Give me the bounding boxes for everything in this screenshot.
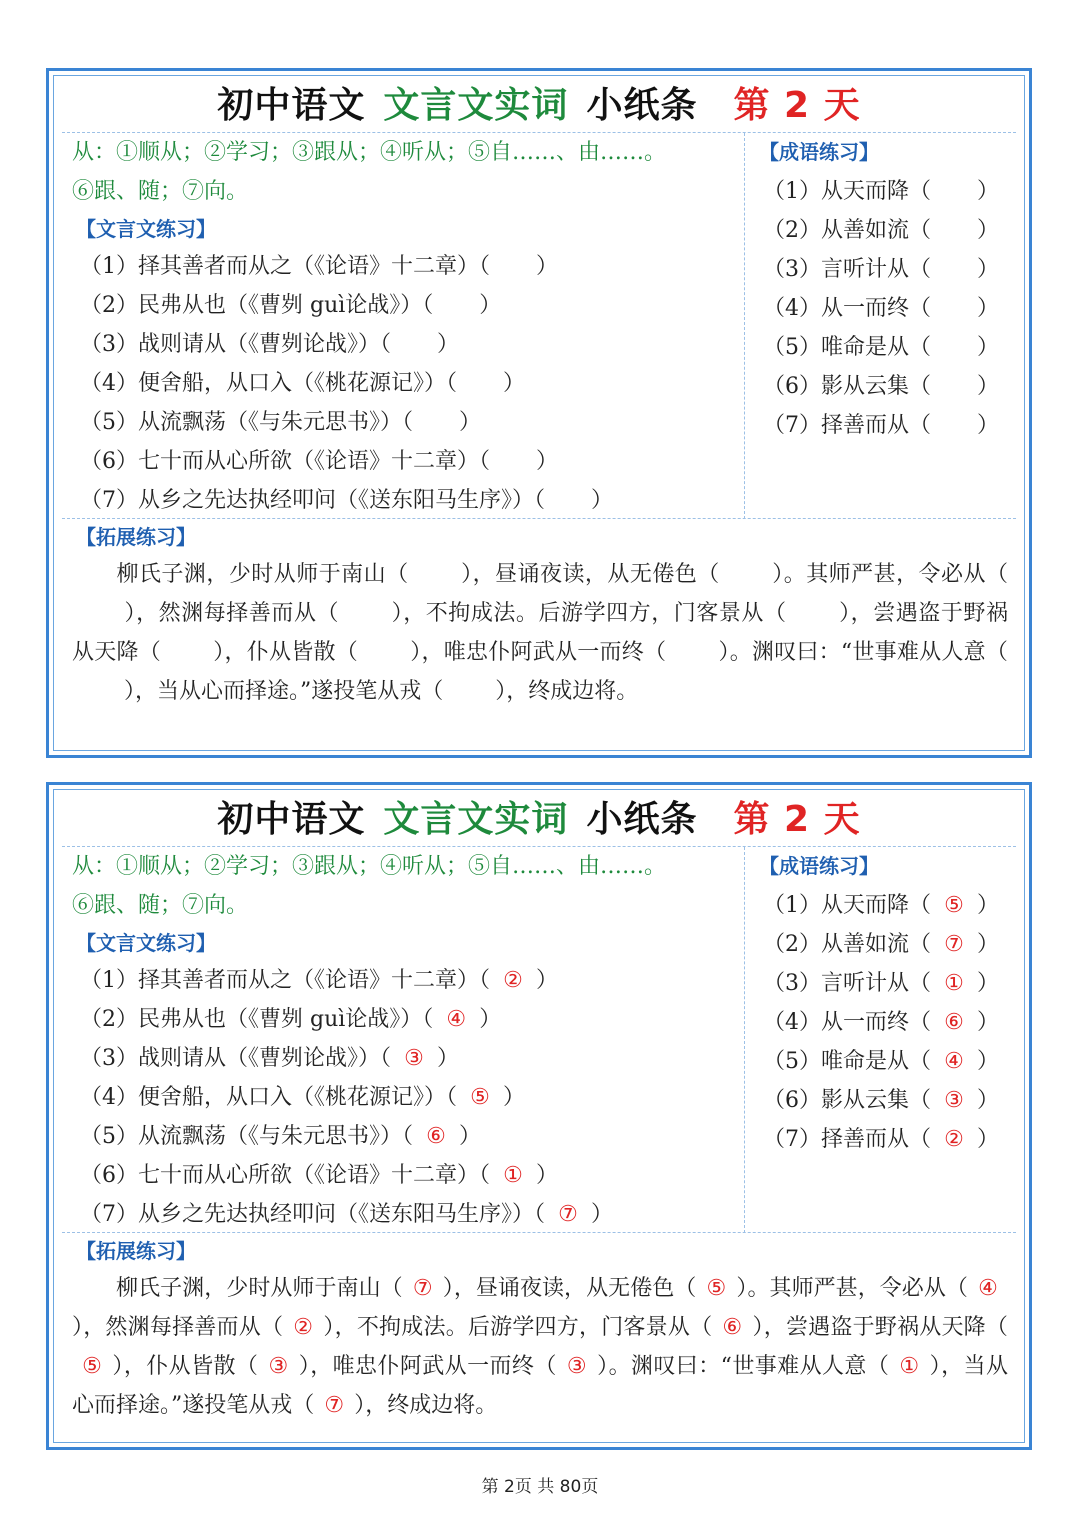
- paren-close: ）: [718, 640, 730, 665]
- paren-close: ）: [977, 257, 1000, 282]
- chengyu-item-text: （5）唯命是从: [763, 1049, 909, 1074]
- answer-mark: ③: [268, 1354, 289, 1379]
- chengyu-item-text: （2）从善如流: [763, 218, 909, 243]
- definition-line-1: 从：①顺从；②学习；③跟从；④听从；⑤自……、由……。: [72, 140, 667, 165]
- paren-open: （: [909, 296, 932, 321]
- answer-mark: ④: [978, 1276, 998, 1301]
- paren-close: ）: [354, 1393, 366, 1418]
- paren-open: （: [909, 932, 932, 957]
- paren-close: ）: [536, 254, 559, 279]
- right-column: [745, 847, 1016, 1233]
- tuozhan-text: ，昼诵夜读，从无倦色: [453, 1276, 675, 1301]
- title-day: 第 2 天: [733, 84, 861, 126]
- wenyan-item-text: （1）择其善者而从之（《论语》十二章）: [80, 968, 479, 993]
- paren-close: ）: [536, 968, 559, 993]
- chengyu-item: [745, 925, 1016, 964]
- paren-open: （: [985, 1315, 1008, 1340]
- tuozhan-text: 柳氏子渊，少时从师于南山: [116, 562, 387, 587]
- left-column: [62, 133, 745, 519]
- chengyu-item-text: （7）择善而从: [763, 413, 909, 438]
- chengyu-item: [745, 289, 1016, 328]
- paren-close: ）: [124, 601, 137, 626]
- paren-open: （: [479, 968, 491, 993]
- wenyan-item-text: （4）便舍船，从口入（《桃花源记》）: [80, 371, 446, 396]
- chengyu-item-text: （6）影从云集: [763, 1088, 909, 1113]
- paren-open: （: [421, 679, 444, 704]
- chengyu-item: [745, 964, 1016, 1003]
- wenyan-item-text: （1）择其善者而从之（《论语》十二章）: [80, 254, 479, 279]
- tuozhan-heading: 【拓展练习】: [76, 1239, 196, 1263]
- paren-close: ）: [977, 296, 1000, 321]
- tuozhan-text: ，唯忠仆阿武从一而终: [310, 1354, 535, 1379]
- paren-close: ）: [752, 1315, 764, 1340]
- paren-close: ）: [977, 218, 1000, 243]
- wenyan-item: [62, 247, 744, 286]
- wenyan-heading: 【文言文练习】: [76, 217, 216, 241]
- wenyan-item: [62, 1195, 744, 1234]
- paren-close: ）: [977, 335, 1000, 360]
- answer-mark: ⑥: [722, 1315, 743, 1340]
- chengyu-heading: 【成语练习】: [759, 140, 879, 164]
- paren-close: ）: [591, 488, 614, 513]
- wenyan-item: [62, 286, 744, 325]
- wenyan-item-text: （4）便舍船，从口入（《桃花源记》）: [80, 1085, 446, 1110]
- chengyu-item-text: （4）从一而终: [763, 296, 909, 321]
- tuozhan-text: 。渊叹曰：“世事难从人意: [729, 640, 986, 665]
- paren-close: ）: [977, 413, 1000, 438]
- wenyan-item-text: （5）从流飘荡（《与朱元思书》）: [80, 1124, 402, 1149]
- bottom-section: [62, 1232, 1016, 1425]
- paren-open: （: [643, 640, 667, 665]
- answer-mark: ⑤: [706, 1276, 727, 1301]
- paren-open: （: [260, 1315, 284, 1340]
- card-title: [54, 76, 1024, 128]
- paren-open: （: [138, 640, 161, 665]
- paren-open: （: [909, 893, 932, 918]
- answer-mark: ④: [446, 1007, 467, 1032]
- paren-open: （: [909, 335, 932, 360]
- paren-close: ）: [503, 371, 526, 396]
- wenyan-item: [62, 481, 744, 520]
- paren-open: （: [909, 179, 932, 204]
- paren-open: （: [479, 254, 491, 279]
- answer-mark: ⑦: [324, 1393, 345, 1418]
- wenyan-item: [62, 364, 744, 403]
- paren-open: （: [422, 293, 434, 318]
- top-section: [62, 132, 1016, 519]
- chengyu-item: [745, 406, 1016, 445]
- answer-mark: ⑥: [426, 1124, 446, 1149]
- tuozhan-text: ，尝遇盗于野祸从天降: [72, 601, 1008, 665]
- title-subject: 初中语文: [217, 798, 366, 840]
- chengyu-item-text: （7）择善而从: [763, 1127, 909, 1152]
- tuozhan-text: ，当从心而择途。”遂投笔从戎: [72, 1354, 1008, 1418]
- paren-open: （: [479, 449, 491, 474]
- tuozhan-paragraph: [62, 1269, 1016, 1425]
- paren-open: （: [446, 1085, 458, 1110]
- tuozhan-text: ，昼诵夜读，从无倦色: [472, 562, 698, 587]
- answer-mark: ④: [944, 1049, 964, 1074]
- chengyu-item: [745, 1003, 1016, 1042]
- answer-mark: ⑦: [558, 1202, 578, 1227]
- paren-open: （: [534, 1354, 557, 1379]
- answer-mark: ②: [944, 1127, 964, 1152]
- paren-open: （: [985, 562, 1008, 587]
- wenyan-heading: 【文言文练习】: [76, 931, 216, 955]
- paren-open: （: [909, 1010, 932, 1035]
- paren-close: ）: [977, 1010, 1000, 1035]
- paren-open: （: [380, 1276, 403, 1301]
- paren-close: ）: [459, 1124, 482, 1149]
- right-column: [745, 133, 1016, 519]
- left-column: [62, 847, 745, 1233]
- chengyu-list: [745, 172, 1016, 445]
- chengyu-item: [745, 211, 1016, 250]
- paren-close: ）: [838, 601, 851, 626]
- chengyu-item: [745, 1081, 1016, 1120]
- tuozhan-end: ，终成边将。: [365, 1393, 498, 1418]
- bottom-section: [62, 518, 1016, 711]
- chengyu-item: [745, 172, 1016, 211]
- title-topic: 文言文实词: [383, 798, 569, 840]
- paren-open: （: [866, 1354, 890, 1379]
- wenyan-item-text: （7）从乡之先达执经叩问（《送东阳马生序》）: [80, 488, 534, 513]
- wenyan-item: [62, 403, 744, 442]
- paren-close: ）: [298, 1354, 311, 1379]
- chengyu-item: [745, 250, 1016, 289]
- tuozhan-text: ，仆从皆散: [224, 640, 336, 665]
- paren-open: （: [909, 1127, 932, 1152]
- answer-mark: ⑤: [944, 893, 964, 918]
- paren-close: ）: [460, 562, 473, 587]
- wenyan-item-text: （2）民弗从也（《曹刿 guì论战》）: [80, 1007, 423, 1032]
- title-note: 小纸条: [586, 84, 698, 126]
- paren-open: （: [909, 218, 932, 243]
- wenyan-item-text: （6）七十而从心所欲（《论语》十二章）: [80, 1163, 479, 1188]
- paren-close: ）: [479, 293, 502, 318]
- paren-open: （: [386, 562, 409, 587]
- chengyu-item-text: （4）从一而终: [763, 1010, 909, 1035]
- paren-close: ）: [536, 1163, 559, 1188]
- page-footer: 第 2页 共 80页: [481, 1477, 599, 1497]
- title-subject: 初中语文: [217, 84, 366, 126]
- tuozhan-text: ，当从心而择途。”遂投笔从戎: [135, 679, 422, 704]
- paren-close: ）: [437, 1046, 460, 1071]
- title-topic: 文言文实词: [383, 84, 569, 126]
- title-note: 小纸条: [586, 798, 698, 840]
- paren-close: ）: [495, 679, 507, 704]
- answer-mark: ②: [293, 1315, 314, 1340]
- chengyu-item: [745, 1042, 1016, 1081]
- wenyan-item: [62, 1156, 744, 1195]
- wenyan-item-text: （6）七十而从心所欲（《论语》十二章）: [80, 449, 479, 474]
- definition-line-2: ⑥跟、随；⑦向。: [72, 893, 249, 918]
- chengyu-item-text: （3）言听计从: [763, 971, 909, 996]
- paren-close: ）: [442, 1276, 454, 1301]
- tuozhan-end: ，终成边将。: [506, 679, 639, 704]
- wenyan-item-text: （2）民弗从也（《曹刿 guì论战》）: [80, 293, 423, 318]
- tuozhan-text: ，仆从皆散: [123, 1354, 236, 1379]
- tuozhan-text: ，不拘成法。后游学四方，门客景从: [334, 1315, 691, 1340]
- answer-mark: ①: [944, 971, 964, 996]
- paren-open: （: [909, 374, 932, 399]
- answer-mark: ①: [503, 1163, 523, 1188]
- wenyan-item: [62, 1000, 744, 1039]
- tuozhan-text: ，然渊每择善而从: [83, 1315, 261, 1340]
- paren-close: ）: [977, 179, 1000, 204]
- tuozhan-text: 。渊叹曰：“世事难从人意: [608, 1354, 867, 1379]
- paren-close: ）: [72, 1315, 84, 1340]
- wenyan-item: [62, 1117, 744, 1156]
- paren-close: ）: [437, 332, 460, 357]
- paren-open: （: [292, 1393, 315, 1418]
- card-title: [54, 790, 1024, 842]
- wenyan-item-text: （3）战则请从（《曹刿论战》）: [80, 332, 380, 357]
- chengyu-item: [745, 886, 1016, 925]
- wenyan-item: [62, 442, 744, 481]
- chengyu-item-text: （1）从天而降: [763, 179, 909, 204]
- wenyan-item-text: （3）战则请从（《曹刿论战》）: [80, 1046, 380, 1071]
- paren-close: ）: [977, 1088, 1000, 1113]
- answer-mark: ③: [404, 1046, 424, 1071]
- paren-open: （: [674, 1276, 697, 1301]
- paren-open: （: [763, 601, 787, 626]
- paren-open: （: [316, 601, 340, 626]
- chengyu-item-text: （2）从善如流: [763, 932, 909, 957]
- paren-close: ）: [977, 1127, 1000, 1152]
- paren-close: ）: [977, 932, 1000, 957]
- tuozhan-text: 柳氏子渊，少时从师于南山: [116, 1276, 381, 1301]
- answer-mark: ③: [566, 1354, 587, 1379]
- paren-open: （: [422, 1007, 434, 1032]
- tuozhan-text: 。其师严甚，令必从: [747, 1276, 946, 1301]
- paren-close: ）: [771, 562, 784, 587]
- wenyan-item-text: （5）从流飘荡（《与朱元思书》）: [80, 410, 402, 435]
- paren-close: ）: [536, 449, 559, 474]
- paren-close: ）: [503, 1085, 526, 1110]
- paren-open: （: [534, 1202, 546, 1227]
- wenyan-list: [62, 247, 744, 520]
- paren-open: （: [479, 1163, 491, 1188]
- chengyu-item-text: （6）影从云集: [763, 374, 909, 399]
- exercise-card: [46, 68, 1032, 758]
- title-day: 第 2 天: [733, 798, 861, 840]
- chengyu-item: [745, 367, 1016, 406]
- tuozhan-text: ，不拘成法。后游学四方，门客景从: [403, 601, 764, 626]
- answer-mark: ⑤: [82, 1354, 102, 1379]
- tuozhan-paragraph: [62, 555, 1016, 711]
- paren-close: ）: [391, 601, 404, 626]
- paren-close: ）: [124, 679, 136, 704]
- paren-open: （: [909, 413, 932, 438]
- paren-close: ）: [112, 1354, 124, 1379]
- wenyan-item: [62, 325, 744, 364]
- answer-card: [46, 782, 1032, 1450]
- answer-mark: ⑤: [470, 1085, 490, 1110]
- wenyan-list: [62, 961, 744, 1234]
- paren-open: （: [380, 1046, 392, 1071]
- definition-line-2: ⑥跟、随；⑦向。: [72, 179, 249, 204]
- wenyan-item: [62, 1039, 744, 1078]
- chengyu-list: [745, 886, 1016, 1159]
- paren-open: （: [534, 488, 546, 513]
- wenyan-item-text: （7）从乡之先达执经叩问（《送东阳马生序》）: [80, 1202, 534, 1227]
- paren-open: （: [909, 971, 932, 996]
- paren-open: （: [985, 640, 1008, 665]
- definition-line-1: 从：①顺从；②学习；③跟从；④听从；⑤自……、由……。: [72, 854, 667, 879]
- chengyu-item-text: （3）言听计从: [763, 257, 909, 282]
- chengyu-heading: 【成语练习】: [759, 854, 879, 878]
- chengyu-item: [745, 328, 1016, 367]
- paren-close: ）: [459, 410, 482, 435]
- answer-mark: ③: [944, 1088, 964, 1113]
- wenyan-item: [62, 1078, 744, 1117]
- chengyu-item-text: （5）唯命是从: [763, 335, 909, 360]
- tuozhan-text: 。其师严甚，令必从: [783, 562, 986, 587]
- paren-open: （: [909, 1049, 932, 1074]
- answer-mark: ⑥: [944, 1010, 964, 1035]
- paren-close: ）: [929, 1354, 942, 1379]
- chengyu-item-text: （1）从天而降: [763, 893, 909, 918]
- paren-close: ）: [977, 374, 1000, 399]
- tuozhan-text: ，然渊每择善而从: [136, 601, 317, 626]
- paren-open: （: [380, 332, 392, 357]
- paren-open: （: [909, 257, 932, 282]
- paren-open: （: [235, 1354, 259, 1379]
- tuozhan-text: ，尝遇盗于野祸从天降: [763, 1315, 986, 1340]
- paren-close: ）: [323, 1315, 335, 1340]
- paren-open: （: [690, 1315, 713, 1340]
- paren-close: ）: [977, 971, 1000, 996]
- answer-mark: ⑦: [944, 932, 964, 957]
- tuozhan-text: ，唯忠仆阿武从一而终: [421, 640, 644, 665]
- top-section: [62, 846, 1016, 1233]
- paren-close: ）: [977, 893, 1000, 918]
- chengyu-item: [745, 1120, 1016, 1159]
- paren-close: ）: [591, 1202, 614, 1227]
- paren-open: （: [402, 410, 414, 435]
- paren-close: ）: [596, 1354, 609, 1379]
- paren-close: ）: [736, 1276, 748, 1301]
- paren-close: ）: [409, 640, 422, 665]
- paren-open: （: [402, 1124, 414, 1149]
- answer-mark: ②: [503, 968, 523, 993]
- paren-open: （: [945, 1276, 968, 1301]
- wenyan-item: [62, 961, 744, 1000]
- tuozhan-heading: 【拓展练习】: [76, 525, 196, 549]
- paren-close: ）: [213, 640, 225, 665]
- paren-open: （: [335, 640, 358, 665]
- paren-open: （: [909, 1088, 932, 1113]
- paren-open: （: [697, 562, 720, 587]
- paren-open: （: [446, 371, 458, 396]
- answer-mark: ①: [899, 1354, 920, 1379]
- answer-mark: ⑦: [412, 1276, 433, 1301]
- paren-close: ）: [479, 1007, 502, 1032]
- paren-close: ）: [977, 1049, 1000, 1074]
